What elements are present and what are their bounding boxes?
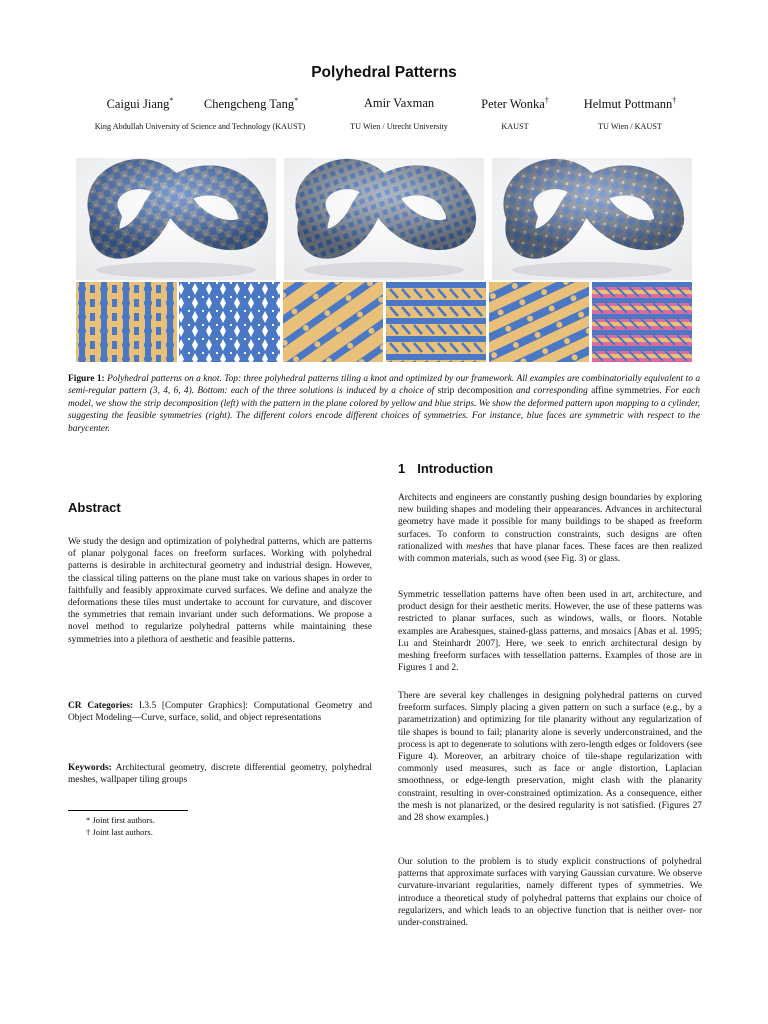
section-number: 1 <box>398 461 406 476</box>
intro-paragraph-2: Symmetric tessellation patterns have often been used in art, architecture, and product design for their aesthetic merits. However, the use of these patterns was restricted to planar surfaces, such as windows, walls, or floors. Notable examples are Arabesques, stained-glass patterns, and mosaics [Abas et al. 1995; Lu and Steinhardt 2007]. Here, we seek to enrich architectural design by meshing freeform surfaces with tessellation patterns. Examples of those are in Figures 1 and 2. <box>398 590 702 674</box>
keywords: Keywords: Architectural geometry, discrete differential geometry, polyhedral meshes, wallpaper tiling groups <box>68 763 372 786</box>
intro-paragraph-3: There are several key challenges in designing polyhedral patterns on curved freeform surfaces. Simply placing a given pattern on such a surface (e.g., by a parametrization) and optimizing for tile planarity without any regularization of tile shapes is bound to fail; planarity alone is severly underconstrained, and the process is apt to degenerate to solutions with zero-length edges or foldovers (see Figure 4). Moreover, an arbitrary choice of tile-shape regularization with commonly used measures, such as face or angle distortion, Laplacian smoothness, or edge-length preservation, might clash with the planarity constraint, resulting in over-constrained optimization. As a consequence, either the mesh is not planarized, or the desired regularity is not satisfied. (Figures 27 and 28 show examples.) <box>398 691 702 824</box>
figure-label: Figure 1: <box>68 374 105 384</box>
affiliation-3: KAUST <box>501 122 529 131</box>
knot-1 <box>76 158 276 280</box>
author-name: Amir Vaxman <box>363 96 435 110</box>
author-1 <box>92 96 188 112</box>
cr-categories: CR Categories: I.3.5 [Computer Graphics]: Computational Geometry and Object Modeling—Curve, surface, solid, and object representations <box>68 701 373 724</box>
abstract-text: We study the design and optimization of polyhedral patterns, which are patterns of planar polygonal faces on freeform surfaces. Working with polyhedral patterns is desirable in architectural geometry and industrial design. However, the classical tiling patterns on the plane must take on various shapes in order to faithfully and feasibly approximate curved surfaces. We define and analyze the deformations these tiles must undertake to account for curvature, and discover the symmetries that remain invariant under such deformations. We propose a novel method to regularize polyhedral patterns while maintaining these symmetries into a plethora of aesthetic and feasible patterns. <box>68 537 372 645</box>
author-3 <box>344 96 454 111</box>
author-2 <box>196 96 306 112</box>
section-title: Introduction <box>417 461 494 476</box>
affiliation-2: TU Wien / Utrecht University <box>350 122 448 131</box>
strip-panel-2 <box>179 282 280 362</box>
footnote-2: † Joint last authors. <box>86 827 153 837</box>
author-mark: * <box>294 96 299 105</box>
introduction-heading <box>398 461 493 476</box>
knot-2 <box>284 158 484 280</box>
strip-panel-1 <box>76 282 177 362</box>
author-name: Peter Wonka <box>481 97 545 112</box>
figure-knot-renders <box>76 158 692 280</box>
author-mark: † <box>544 96 549 105</box>
author-name: Helmut Pottmann <box>583 97 673 112</box>
affiliation-4: TU Wien / KAUST <box>598 122 662 131</box>
intro-paragraph-4: Our solution to the problem is to study explicit constructions of polyhedral patterns that approximate surfaces with varying Gaussian curvature. We observe curvature-invariant regularities, namely different types of symmetries. We introduce a theoretical study of polyhedral patterns that explains our choice of regularizers, and which leads to an objective function that is neither over- nor under-constrained. <box>398 857 702 929</box>
author-mark: * <box>169 96 174 105</box>
paper-title: Polyhedral Patterns <box>311 64 457 81</box>
abstract-heading: Abstract <box>68 500 121 515</box>
affiliation-1: King Abdullah University of Science and Technology (KAUST) <box>94 122 306 131</box>
knot-renders-image <box>76 158 692 280</box>
intro-paragraph-1: Architects and engineers are constantly pushing design boundaries by exploring new building shapes and modeling their appearances. Advances in architectural geometry have made it possible for many buildings to be shaped as freeform surfaces. To conform to construction constraints, such designs are often rationalized with meshes that have planar faces. These faces are then realized with common materials, such as wood (see Fig. 3) or glass. <box>398 493 703 565</box>
footnote-rule <box>68 810 188 811</box>
author-name: Chengcheng Tang <box>203 97 295 112</box>
knot-3 <box>492 158 692 280</box>
strip-patterns-image <box>76 282 692 362</box>
footnote-1: * Joint first authors. <box>86 815 155 825</box>
strip-panel-6 <box>592 282 692 362</box>
strip-panel-5 <box>489 282 589 362</box>
author-5 <box>570 96 690 112</box>
figure-strip-patterns <box>76 282 692 362</box>
strip-panel-4 <box>386 282 486 362</box>
figure-caption: Figure 1: Polyhedral patterns on a knot. Top: three polyhedral patterns tiling a knot and optimized by our framework. All examples are combinatorially equivalent to a semi-regular pattern (3, 4, 6, 4). Bottom: each of the three solutions is induced by a choice of strip decomposition and corresponding affine symmetries. For each model, we show the strip decomposition (left) with the pattern in the plane colored by yellow and blue strips. We show the deformed pattern upon mapping to a cylinder, suggesting the feasible symmetries (right). The different colors encode different choices of symmetries. For instance, blue faces are symmetric with respect to the barycenter. <box>68 374 701 434</box>
author-name: Caigui Jiang <box>106 97 170 112</box>
author-mark: † <box>672 96 677 105</box>
strip-panel-3 <box>283 282 383 362</box>
author-4 <box>470 96 560 112</box>
